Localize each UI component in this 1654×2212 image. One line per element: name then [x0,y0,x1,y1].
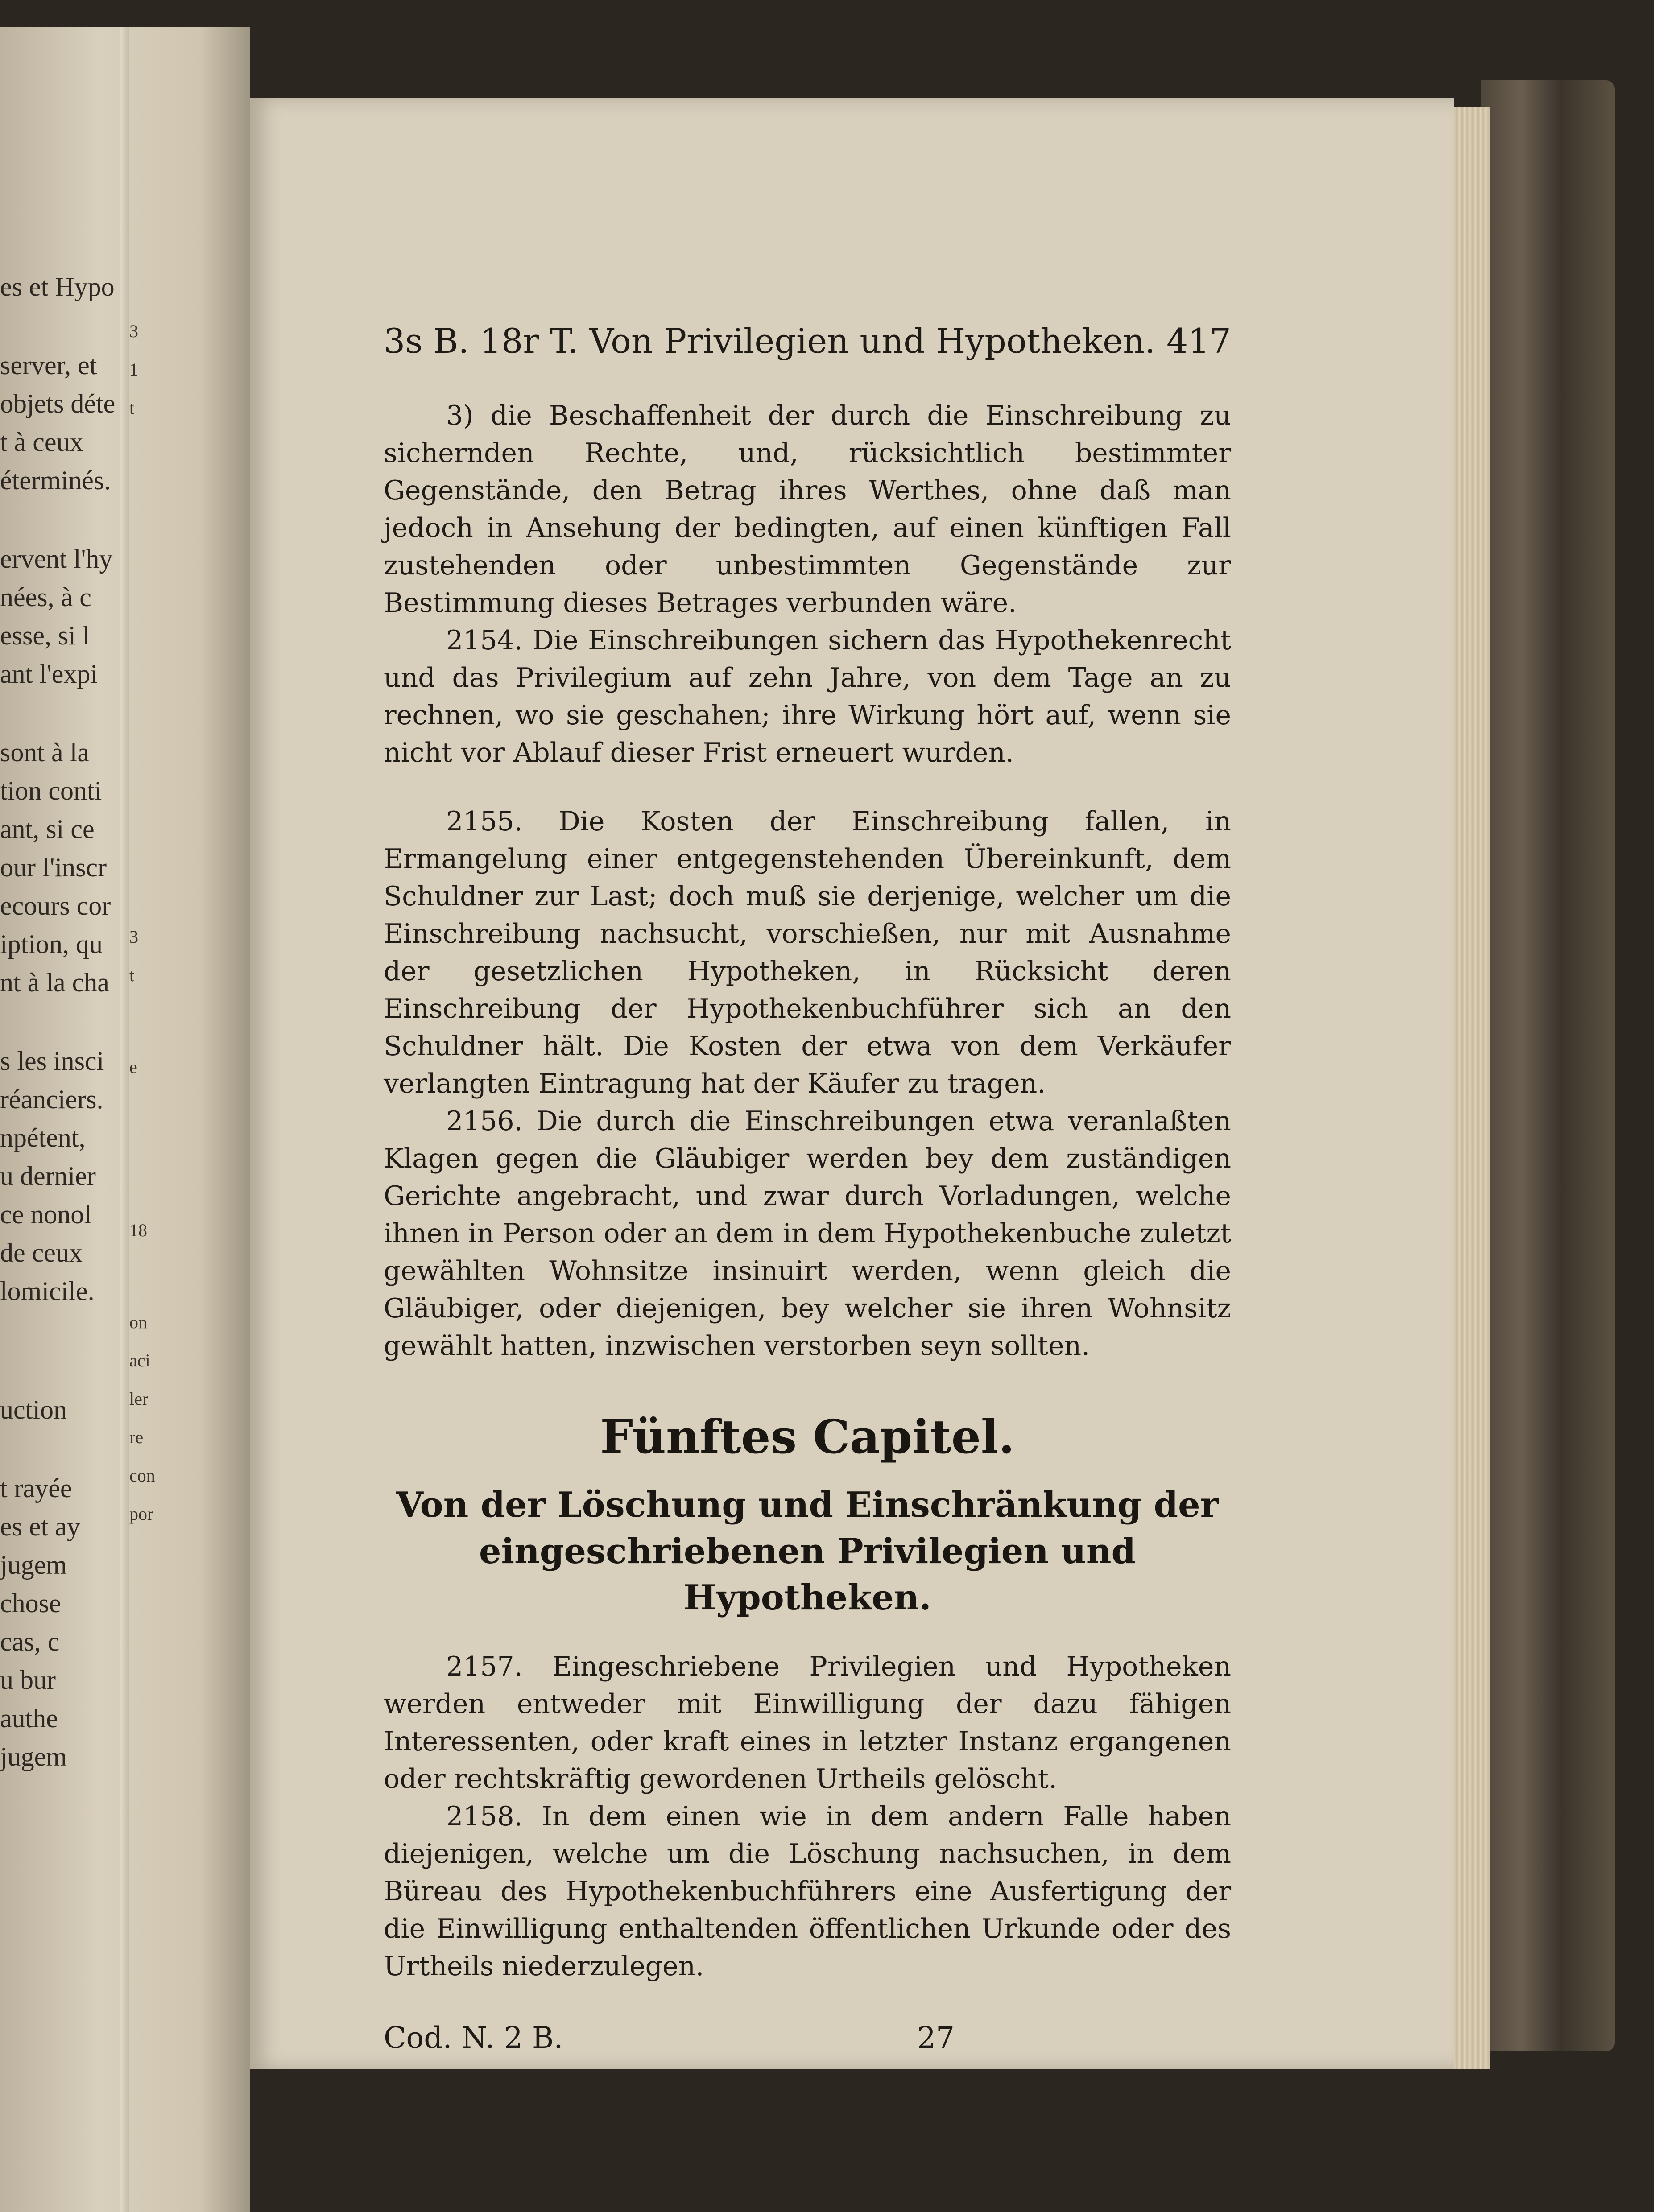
left-line: jugem [0,1550,67,1580]
left-line: ant, si ce [0,814,95,844]
left-line: réanciers. [0,1085,103,1114]
margin-mark: por [129,1504,153,1524]
left-margin-text [129,312,183,1533]
header-title: Von Privilegien und Hypotheken. [589,321,1156,361]
left-line: ervent l'hy [0,544,113,574]
margin-mark: on [129,1312,147,1332]
left-page-text [0,268,116,1776]
left-line: iption, qu [0,929,103,959]
left-line: objets déte [0,389,116,418]
margin-mark: ler [129,1389,149,1409]
left-line: es et ay [0,1512,80,1541]
margin-mark: con [129,1465,155,1486]
left-line: de ceux [0,1238,83,1267]
left-page [0,27,250,2212]
left-line: ce nonol [0,1200,91,1229]
chapter-title: Fünftes Capitel. [600,1409,1015,1464]
paragraph-2154: 2154. Die Einschreibungen sichern das Hypothekenrecht und das Privilegium auf zehn Jahre, von dem Tage an zu rechnen, wo sie geschahen; ihre Wirkung hört auf, wenn sie nicht vor Ablauf dieser Frist erneuert wurden. [384,625,1231,768]
left-line: chose [0,1589,61,1618]
margin-mark: 3 [129,321,138,341]
left-line: lomicile. [0,1276,95,1306]
header-volume-ref: 3s B. 18r T. [384,321,579,361]
paragraph-2156: 2156. Die durch die Einschreibungen etwa veranlaßten Klagen gegen die Gläubiger werden bey dem zuständigen Gerichte angebracht, und zwar durch Vorladungen, welche ihnen in Person oder an dem in dem Hypothekenbuche zuletzt gewählten Wohnsitze insinuirt werden, wenn gleich die Gläubiger, oder diejenigen, bey welcher sie ihren Wohnsitz gewählt hatten, inzwischen verstorben seyn sollten. [384,1106,1231,1362]
margin-mark: 3 [129,927,138,947]
footer-sheet-mark: 27 [917,2021,955,2055]
left-line: es et Hypo [0,272,115,301]
left-line: tion conti [0,776,102,805]
margin-mark: 18 [129,1220,147,1240]
left-line: ant l'expi [0,659,98,689]
left-line: jugem [0,1742,67,1771]
margin-mark: t [129,965,135,985]
book-cover-edge [1481,80,1615,2051]
left-line: our l'inscr [0,853,107,882]
paragraph-item-3: 3) die Beschaffenheit der durch die Einschreibung zu sichernden Rechte, und, rücksichtlich bestimmter Gegenstände, den Betrag ihres Werthes, ohne daß man jedoch in Ansehung der bedingten, auf einen künftigen Fall zustehenden oder unbestimmten Gegenstände zur Bestimmung dieses Betrages verbunden wäre. [384,400,1231,619]
left-line: nées, à c [0,582,91,612]
left-line: éterminés. [0,466,111,495]
left-line: npétent, [0,1123,86,1152]
margin-mark: aci [129,1350,150,1370]
left-line: t à ceux [0,427,83,457]
left-page-fold [120,27,129,2212]
right-page [250,98,1454,2069]
left-line: server, et [0,351,97,380]
margin-mark: e [129,1057,137,1077]
left-line: cas, c [0,1627,60,1656]
chapter-subtitle: Von der Löschung und Einschränkung der eingeschriebenen Privilegien und Hypotheken. [396,1485,1219,1618]
margin-mark: re [129,1427,144,1447]
page-body [384,321,1231,2055]
left-line: ecours cor [0,891,111,920]
left-line: nt à la cha [0,968,109,997]
footer-signature-ref: Cod. N. 2 B. [384,2021,563,2055]
margin-mark: 1 [129,359,138,380]
paragraph-2158: 2158. In dem einen wie in dem andern Falle haben diejenigen, welche um die Löschung nachsuchen, in dem Büreau des Hypothekenbuchführers eine Ausfertigung der die Einwilligung enthaltenden öffentlichen Urkunde oder des Urtheils niederzulegen. [384,1801,1231,1982]
left-line: s les insci [0,1046,104,1076]
left-line: esse, si l [0,621,90,650]
margin-mark: t [129,398,135,418]
left-line: authe [0,1704,58,1733]
running-header [384,321,1231,375]
left-line: uction [0,1395,67,1424]
page-number: 417 [1166,321,1231,361]
left-line: t rayée [0,1473,72,1503]
paragraph-2157: 2157. Eingeschriebene Privilegien und Hypotheken werden entweder mit Einwilligung der dazu fähigen Interessenten, oder kraft eines in letzter Instanz ergangenen oder rechtskräftig gewordenen Urtheils gelöscht. [384,1651,1231,1795]
left-line: u bur [0,1665,56,1695]
paragraph-2155: 2155. Die Kosten der Einschreibung fallen, in Ermangelung einer entgegenstehenden Übereinkunft, dem Schuldner zur Last; doch muß sie derjenige, welcher um die Einschreibung nachsucht, vorschießen, nur mit Ausnahme der gesetzlichen Hypotheken, in Rücksicht deren Einschreibung der Hypothekenbuchführer sich an den Schuldner hält. Die Kosten der etwa von dem Verkäufer verlangten Eintragung hat der Käufer zu tragen. [384,806,1231,1099]
page-footer [384,2021,1231,2055]
left-line: sont à la [0,738,89,767]
left-line: u dernier [0,1161,96,1191]
